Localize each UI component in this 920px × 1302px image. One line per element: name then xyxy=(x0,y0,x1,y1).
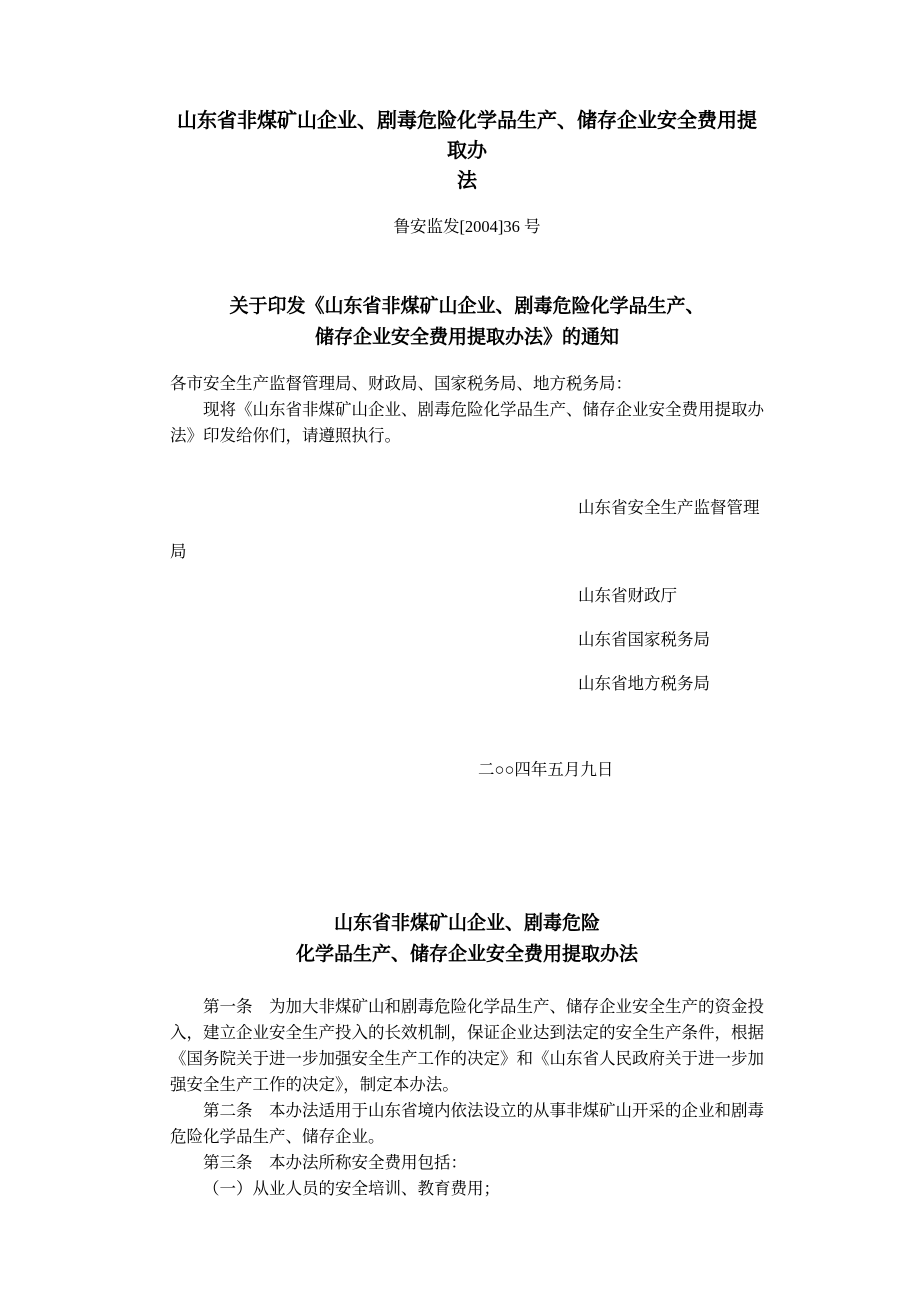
signature-finance-dept: 山东省财政厅 xyxy=(578,586,677,605)
document-date: 二○○四年五月九日 xyxy=(478,760,614,779)
signature-block xyxy=(170,495,764,697)
signature-org-wrap-line: 局 xyxy=(170,542,187,561)
notice-heading xyxy=(170,291,764,353)
document-title-line-2: 法 xyxy=(457,170,477,192)
article-2-paragraph: 第二条 本办法适用于山东省境内依法设立的从事非煤矿山开采的企业和剧毒危险化学品生产、储存企业。 xyxy=(170,1101,764,1146)
addressee-line: 各市安全生产监督管理局、财政局、国家税务局、地方税务局： xyxy=(170,374,632,393)
article-3-paragraph: 第三条 本办法所称安全费用包括： xyxy=(203,1153,467,1172)
signature-state-tax-bureau: 山东省国家税务局 xyxy=(578,630,710,649)
measures-title-line-1: 山东省非煤矿山企业、剧毒危险 xyxy=(333,913,600,934)
measures-title-line-2: 化学品生产、储存企业安全费用提取办法 xyxy=(295,944,638,965)
document-title-line-1: 山东省非煤矿山企业、剧毒危险化学品生产、储存企业安全费用提取办 xyxy=(177,110,757,162)
article-3-item-1: （一）从业人员的安全培训、教育费用； xyxy=(203,1179,500,1198)
notice-heading-line-2: 储存企业安全费用提取办法》的通知 xyxy=(314,327,619,348)
notice-body-paragraph: 现将《山东省非煤矿山企业、剧毒危险化学品生产、储存企业安全费用提取办法》印发给你们，请遵照执行。 xyxy=(170,400,764,445)
document-title xyxy=(170,106,764,196)
notice-heading-line-1: 关于印发《山东省非煤矿山企业、剧毒危险化学品生产、 xyxy=(229,296,705,317)
signature-local-tax-bureau: 山东省地方税务局 xyxy=(578,674,710,693)
signature-org-line: 山东省安全生产监督管理 xyxy=(578,498,760,517)
document-number: 鲁安监发[2004]36 号 xyxy=(393,217,541,236)
articles-section xyxy=(170,994,764,1202)
measures-title xyxy=(170,908,764,970)
article-1-paragraph: 第一条 为加大非煤矿山和剧毒危险化学品生产、储存企业安全生产的资金投入，建立企业安全生产投入的长效机制，保证企业达到法定的安全生产条件，根据《国务院关于进一步加强安全生产工作的决定》和《山东省人民政府关于进一步加强安全生产工作的决定》，制定本办法。 xyxy=(170,997,764,1094)
